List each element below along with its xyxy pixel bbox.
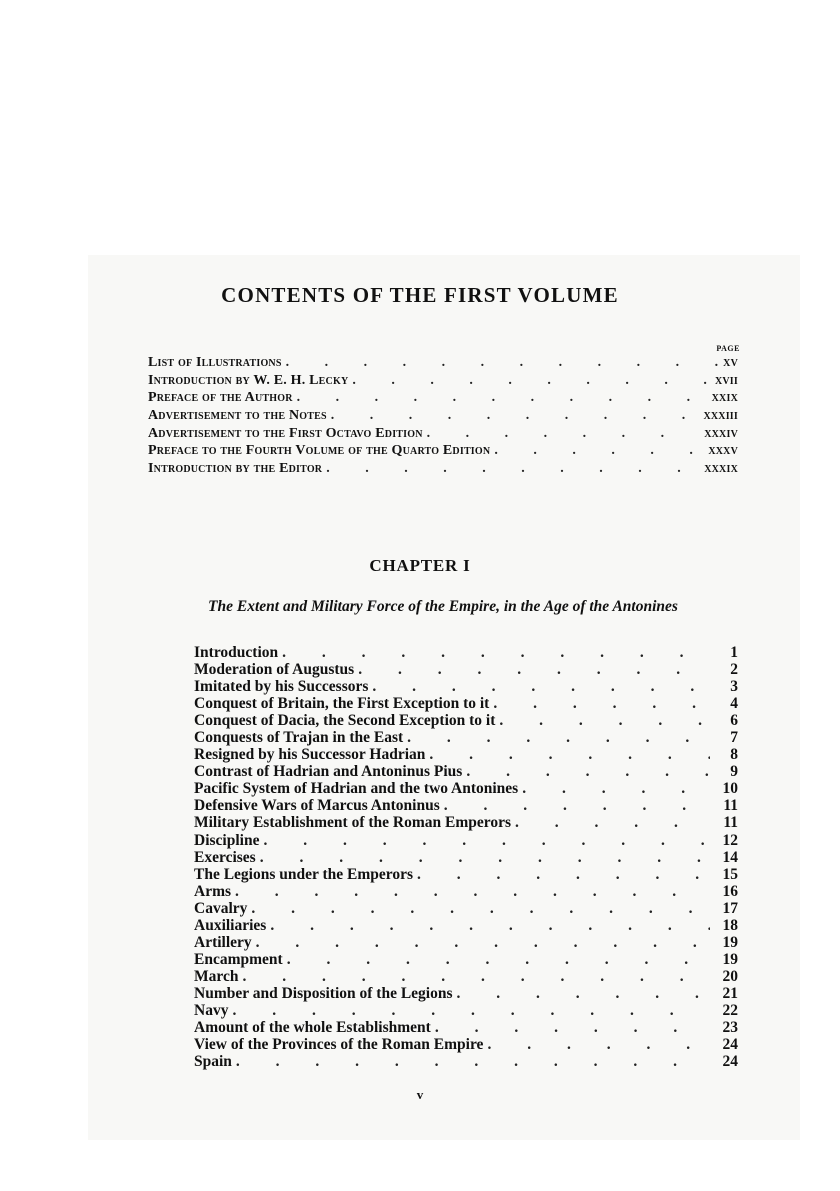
leader-dots [352, 373, 711, 389]
entry-page: 10 [722, 780, 738, 798]
leader-dots [331, 408, 700, 424]
leader-dots [232, 1002, 710, 1019]
entry-label: March [194, 967, 239, 985]
page-column-label: PAGE [716, 344, 740, 353]
entry-page: 9 [730, 763, 738, 781]
leader-dots [435, 1019, 710, 1036]
chapter-contents-list [194, 644, 738, 1070]
leader-dots [326, 461, 700, 477]
entry-page: 24 [722, 1053, 738, 1071]
toc-entry[interactable] [194, 797, 738, 814]
entry-page: 11 [723, 814, 738, 832]
leader-dots [256, 934, 710, 951]
toc-entry[interactable] [194, 934, 738, 951]
entry-label: Advertisement to the Notes [148, 408, 327, 424]
leader-dots [242, 968, 710, 985]
entry-label: Contrast of Hadrian and Antoninus Pius [194, 763, 463, 781]
entry-label: Conquest of Britain, the First Exception to it [194, 695, 490, 713]
leader-dots [499, 712, 710, 729]
entry-label: Imitated by his Successors [194, 678, 369, 696]
toc-entry[interactable] [194, 866, 738, 883]
entry-page: 4 [730, 695, 738, 713]
entry-label: Cavalry [194, 899, 248, 917]
front-matter-entry[interactable] [148, 408, 738, 426]
entry-label: Number and Disposition of the Legions [194, 984, 453, 1002]
entry-page: 20 [722, 967, 738, 985]
entry-label: Navy [194, 1001, 229, 1019]
entry-label: Preface of the Author [148, 390, 293, 406]
leader-dots [427, 426, 701, 442]
entry-label: Auxiliaries [194, 916, 267, 934]
entry-page: 2 [730, 661, 738, 679]
entry-label: List of Illustrations [148, 355, 282, 370]
entry-page: 3 [730, 678, 738, 696]
entry-page: 8 [730, 746, 738, 764]
entry-page: 22 [722, 1001, 738, 1019]
entry-label: Moderation of Augustus [194, 661, 355, 679]
entry-page: xxxiii [703, 408, 738, 424]
leader-dots [270, 917, 710, 934]
entry-page: xv [723, 355, 738, 370]
toc-entry[interactable] [194, 814, 738, 831]
leader-dots [260, 849, 710, 866]
entry-page: xvii [714, 372, 738, 388]
entry-page: 11 [723, 797, 738, 815]
toc-entry[interactable] [194, 849, 738, 866]
front-matter-entry[interactable] [148, 390, 738, 408]
leader-dots [236, 1053, 710, 1070]
front-matter-entry[interactable] [148, 373, 738, 391]
entry-label: Conquests of Trajan in the East [194, 729, 404, 747]
toc-entry[interactable] [194, 968, 738, 985]
entry-page: 15 [722, 865, 738, 883]
entry-label: Introduction [194, 644, 279, 661]
entry-page: xxxix [704, 461, 738, 477]
toc-entry[interactable] [194, 678, 738, 695]
entry-label: Advertisement to the First Octavo Edition [148, 425, 423, 441]
toc-entry[interactable] [194, 712, 738, 729]
leader-dots [493, 695, 710, 712]
toc-entry[interactable] [194, 763, 738, 780]
toc-entry[interactable] [194, 644, 738, 661]
page-title: CONTENTS OF THE FIRST VOLUME [221, 283, 619, 307]
entry-label: Defensive Wars of Marcus Antoninus [194, 797, 440, 815]
entry-page: 21 [722, 984, 738, 1002]
entry-label: Pacific System of Hadrian and the two Antonines [194, 780, 519, 798]
leader-dots [372, 678, 710, 695]
entry-page: xxxiv [704, 425, 738, 441]
toc-entry[interactable] [194, 832, 738, 849]
leader-dots [466, 763, 710, 780]
leader-dots [251, 900, 710, 917]
toc-entry[interactable] [194, 695, 738, 712]
front-matter-entry[interactable] [148, 426, 738, 444]
toc-entry[interactable] [194, 1019, 738, 1036]
entry-page: 23 [722, 1019, 738, 1037]
entry-page: 17 [722, 899, 738, 917]
leader-dots [515, 814, 710, 831]
toc-entry[interactable] [194, 985, 738, 1002]
toc-entry[interactable] [194, 661, 738, 678]
leader-dots [235, 883, 710, 900]
entry-label: Spain [194, 1053, 232, 1071]
entry-label: Arms [194, 882, 232, 900]
entry-page: 24 [722, 1036, 738, 1054]
entry-label: Amount of the whole Establishment [194, 1019, 431, 1037]
entry-page: 18 [722, 916, 738, 934]
entry-label: Encampment [194, 950, 283, 968]
leader-dots [444, 797, 710, 814]
chapter-subtitle: The Extent and Military Force of the Empire, in the Age of the Antonines [208, 598, 678, 615]
page-folio: v [416, 1087, 424, 1102]
chapter-heading: CHAPTER I [369, 556, 471, 575]
leader-dots [263, 832, 710, 849]
toc-entry[interactable] [194, 1036, 738, 1053]
toc-entry[interactable] [194, 917, 738, 934]
entry-page: 16 [722, 882, 738, 900]
entry-label: Discipline [194, 831, 260, 849]
toc-entry[interactable] [194, 1002, 738, 1019]
entry-page: 6 [730, 712, 738, 730]
leader-dots [286, 355, 720, 371]
entry-label: Resigned by his Successor Hadrian [194, 746, 426, 764]
front-matter-entry[interactable] [148, 443, 738, 461]
entry-label: Preface to the Fourth Volume of the Quarto Edition [148, 443, 491, 459]
front-matter-list [148, 355, 738, 479]
front-matter-entry[interactable] [148, 461, 738, 479]
toc-entry[interactable] [194, 729, 738, 746]
entry-page: 19 [722, 950, 738, 968]
toc-entry[interactable] [194, 900, 738, 917]
toc-entry[interactable] [194, 746, 738, 763]
toc-entry[interactable] [194, 951, 738, 968]
toc-entry[interactable] [194, 883, 738, 900]
toc-entry[interactable] [194, 1053, 738, 1070]
entry-label: Artillery [194, 933, 252, 951]
entry-page: 1 [730, 644, 738, 661]
leader-dots [282, 644, 710, 661]
entry-label: View of the Provinces of the Roman Empire [194, 1036, 484, 1054]
entry-label: Conquest of Dacia, the Second Exception to it [194, 712, 496, 730]
leader-dots [494, 443, 704, 459]
front-matter-entry[interactable] [148, 355, 738, 373]
entry-label: The Legions under the Emperors [194, 865, 414, 883]
entry-page: 7 [730, 729, 738, 747]
leader-dots [457, 985, 710, 1002]
entry-label: Exercises [194, 848, 256, 866]
entry-page: 12 [722, 831, 738, 849]
entry-page: 19 [722, 933, 738, 951]
leader-dots [487, 1036, 710, 1053]
entry-page: 14 [722, 848, 738, 866]
entry-page: xxxv [708, 443, 738, 459]
leader-dots [522, 780, 710, 797]
leader-dots [287, 951, 710, 968]
leader-dots [358, 661, 710, 678]
entry-page: xxix [711, 390, 738, 406]
leader-dots [417, 866, 710, 883]
entry-label: Military Establishment of the Roman Emperors [194, 814, 512, 832]
leader-dots [429, 746, 710, 763]
entry-label: Introduction by the Editor [148, 461, 323, 477]
toc-entry[interactable] [194, 780, 738, 797]
leader-dots [407, 729, 710, 746]
leader-dots [297, 390, 708, 406]
entry-label: Introduction by W. E. H. Lecky [148, 372, 349, 388]
